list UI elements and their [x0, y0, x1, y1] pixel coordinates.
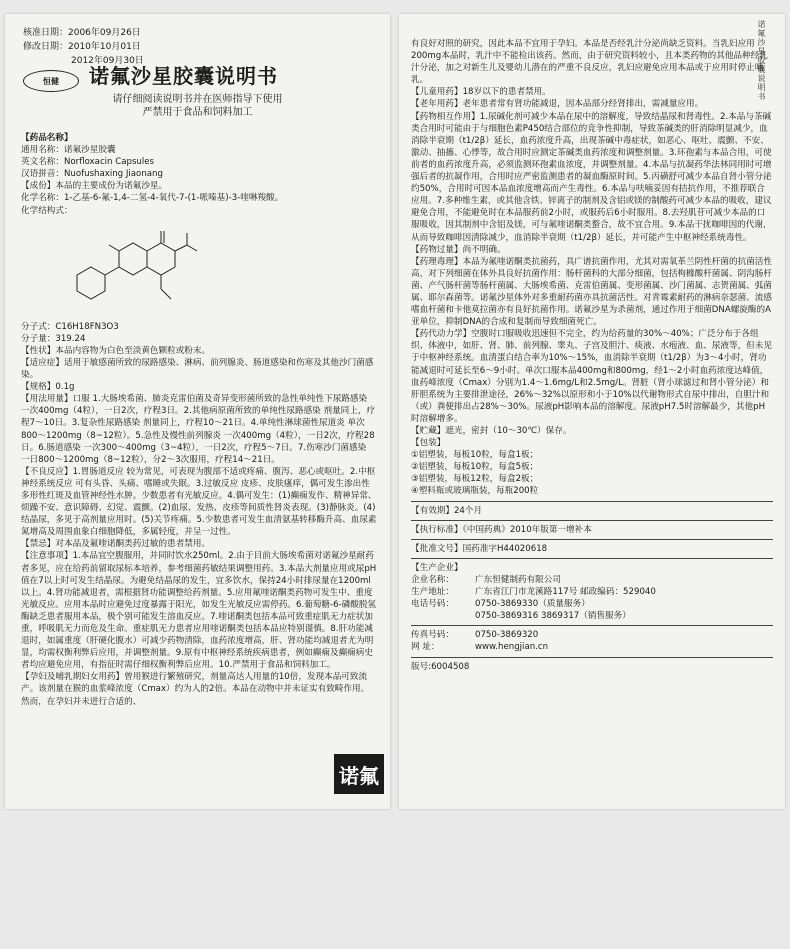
- english-name: 英文名称：Norfloxacin Capsules: [21, 157, 155, 168]
- chemical-structure: [41, 219, 201, 317]
- divider: [411, 520, 773, 521]
- molecular-weight: 分子量：319.24: [21, 333, 86, 344]
- structure-label: 化学结构式：: [21, 205, 73, 216]
- para-precautions: 【注意事项】1.本品宜空腹服用，并同时饮水250ml。2.由于目前大肠埃希菌对诺氟沙星耐药者多见，应在给药前留取尿标本培养，参考细菌药敏结果调整用药。3.本品大剂量应用或尿pH值在7以上时可发生结晶尿。为避免结晶尿的发生，宜多饮水，保持24小时排尿量在1200ml以上。4.肾功能减退者，需根据肾功能调整给药剂量。5.应用氟喹诺酮类药物可发生中、重度光敏反应。应用本品时应避免过度暴露于阳光，如发生光敏反应需停药。6.葡萄糖-6-磷酸脱氢酶缺乏患者服用本品，极个别可能发生溶血反应。7.喹诺酮类包括本品可致重症肌无力症状加重，呼吸肌无力而危及生命。重症肌无力患者应用喹诺酮类包括本品应特别谨慎。8.肝功能减退时，如属重度（肝硬化腹水）可减少药物清除，血药浓度增高，肝、肾功能均减退者尤为明显，均需权衡利弊后应用，并调整剂量。9.原有中枢神经系统疾病患者，例如癫痫及癫痫病史者均应避免应用，有指征时需仔细权衡利弊后应用。10.严禁用于食品和饲料加工。: [21, 551, 377, 671]
- para-indications: 【适应症】适用于敏感菌所致的尿路感染、淋病、前列腺炎、肠道感染和伤寒及其他沙门菌感染。: [21, 357, 374, 381]
- contact-row: [411, 598, 773, 610]
- stamp-box: 诺氟: [334, 754, 384, 794]
- para-storage: 【贮藏】遮光，密封（10～30℃）保存。: [411, 426, 572, 436]
- divider: [411, 657, 773, 658]
- subtitle-read: 请仔细阅读说明书并在医师指导下使用: [112, 94, 283, 105]
- subtitle-food: 严禁用于食品和饲料加工: [142, 107, 253, 118]
- validity: 【有效期】24个月: [411, 505, 483, 516]
- section-package: 【包装】: [411, 438, 446, 449]
- contact-row: [411, 629, 773, 641]
- contact-key: 传真号码：: [411, 630, 454, 641]
- stamp-area: [5, 754, 390, 804]
- section-drug-name: 【药品名称】: [21, 133, 73, 143]
- left-panel: [5, 14, 390, 809]
- para-pregnancy-cont: 有良好对照的研究，因此本品不宜用于孕妇。本品是否经乳汁分泌尚缺乏资料。当乳妇应用200mg本品时，乳汁中不能检出该药。然而，由于研究资料较小，且本类药物的其他品种经乳汁分泌，加之对新生儿及婴幼儿潜在的严重不良反应，乳妇应避免应用本品或于应用时停止哺乳。: [411, 39, 768, 86]
- para-elderly: 【老年用药】老年患者常有肾功能减退，因本品部分经肾排出，需减量应用。: [411, 99, 704, 110]
- para-adverse: 【不良反应】1.胃肠道反应 较为常见，可表现为腹部不适或疼痛、腹泻、恶心或呕吐。2.中枢神经系统反应 可有头昏、头痛、嗜睡或失眠。3.过敏反应 皮疹、皮肤瘙痒，偶可发生渗出性多形性红斑及血管神经性水肿。少数患者有光敏反应。4.偶可发生：(1)癫痫发作、精神异常、烦躁不安、意识障碍、幻觉、震颤。(2)血尿、发热、皮疹等间质性肾炎表现。(3)静脉炎。(4)结晶尿，多见于高剂量应用时。(5)关节疼痛。5.少数患者可发生血清氨基转移酶升高、血尿素氮增高及周围血象白细胞降低，多属轻度，并呈一过性。: [21, 466, 377, 538]
- para-spec: 【规格】0.1g: [21, 382, 75, 393]
- date-line: 2012年09月30日: [71, 56, 144, 66]
- para-children: 【儿童用药】18岁以下的患者禁用。: [411, 87, 551, 98]
- para-dosage: 【用法用量】口服 1.大肠埃希菌、肺炎克雷伯菌及奇异变形菌所致的急性单纯性下尿路感染 一次400mg（4粒），一日2次，疗程3日。2.其他病原菌所致的单纯性尿路感染 剂量同上，疗程7～10日。3.复杂性尿路感染 剂量同上，疗程10～21日。4.单纯性淋球菌性尿道炎 单次800～1200mg（8~12粒）。5.急性及慢性前列腺炎 一次400mg（4粒），一日2次，疗程28日。6.肠道感染 一次300～400mg（3~4粒），一日2次，疗程5～7日。7.伤寒沙门菌感染 一日800～1200mg（8~12粒），分2～3次服用，疗程14～21日。: [21, 394, 376, 465]
- contact-key: 生产地址：: [411, 587, 454, 598]
- contact-value: www.hengjian.cn: [475, 642, 549, 653]
- logo-text: 恒健: [43, 76, 59, 86]
- para-pregnancy: 【孕妇及哺乳期妇女用药】曾用猴进行繁殖研究，剂量高达人用量的10倍，发现本品可致流产。该剂量在猴的血浆峰浓度（Cmax）约为人的2倍。本品在动物中并未证实有致畸作用。然而，在孕妇并未进行合适的、: [21, 672, 370, 707]
- package-item: ③铝塑装，每板12粒，每盒2板；: [411, 474, 539, 485]
- divider: [411, 625, 773, 626]
- right-panel: [399, 14, 785, 809]
- para-contraindications: 【禁忌】对本品及氟喹诺酮类药过敏的患者禁用。: [21, 539, 211, 550]
- molecular-formula: 分子式：C16H18FN3O3: [21, 321, 119, 332]
- right-body: [411, 38, 773, 673]
- vertical-label: 诺氟沙星胶囊说明书: [757, 20, 766, 101]
- contact-value: 0750-3869330（质量服务）: [475, 599, 590, 610]
- document-title: 诺氟沙星胶囊说明书: [89, 64, 278, 88]
- para-pharmacology: 【药理毒理】本品为氟喹诺酮类抗菌药，具广谱抗菌作用，尤其对需氧革兰阴性杆菌的抗菌活性高，对下列细菌在体外具良好抗菌作用：肠杆菌科的大部分细菌，包括枸橼酸杆菌属、阴沟肠杆菌、产气肠杆菌等肠杆菌属、大肠埃希菌、克雷伯菌属、变形菌属、沙门菌属、志贺菌属、弧菌属、耶尔森菌等。诺氟沙星体外对多重耐药菌亦具抗菌活性。对青霉素耐药的淋病奈瑟菌、流感嗜血杆菌和卡他莫拉菌亦有良好抗菌作用。诺氟沙星为杀菌剂，通过作用于细菌DNA螺旋酶的A亚单位，抑制DNA的合成和复制而导致细菌死亡。: [411, 256, 772, 328]
- para-overdose: 【药物过量】尚不明确。: [411, 244, 506, 255]
- contact-row: [411, 641, 773, 653]
- section-manufacturer: 【生产企业】: [411, 562, 463, 573]
- date-line: 核准日期：2006年09月26日: [23, 28, 141, 38]
- package-item: ④塑料瓶或玻璃瓶装，每瓶200粒: [411, 486, 539, 497]
- chemical-name: 化学名称：1-乙基-6-氟-1,4-二氢-4-氧代-7-(1-哌嗪基)-3-喹啉羧酸。: [21, 193, 284, 204]
- date-line: 修改日期：2010年10月01日: [23, 42, 141, 52]
- contact-key: 网 址：: [411, 642, 440, 653]
- package-item: ②铝塑装，每板10粒，每盒5板；: [411, 462, 539, 473]
- para-interactions: 【药物相互作用】1.尿碱化剂可减少本品在尿中的溶解度，导致结晶尿和肾毒性。2.本品与茶碱类合用时可能由于与细胞色素P450结合部位的竞争性抑制，导致茶碱类的肝消除明显减少，血消除半衰期（t1/2β）延长，血药浓度升高，出现茶碱中毒症状，如恶心、呕吐、震颤、不安、激动、抽搐、心悸等，故合用时应测定茶碱类血药浓度和调整剂量。3.环孢素与本品合用，可使前者的血药浓度升高，必须监测环孢素血浓度，并调整剂量。4.本品与抗凝药华法林同用时可增强后者的抗凝作用，合用时应严密监测患者的凝血酶原时间。5.丙磺舒可减少本品自肾小管分泌约50%，合用时可因本品血浓度增高而产生毒性。6.本品与呋喃妥因有拮抗作用，不推荐联合应用。7.多种维生素，或其他含铁、锌离子的制剂及含铝或镁的制酸药可减少本品的吸收，建议避免合用，不能避免时在本品服药前2小时，或服药后6小时服用。8.去羟肌苷可减少本品的口服吸收，因其制剂中含铝及镁，可与氟喹诺酮类螯合，故不宜合用。9.本品干扰咖啡因的代谢，从而导致咖啡因清除减少，血消除半衰期（t1/2β）延长，并可能产生中枢神经系统毒性。: [411, 111, 772, 243]
- pinyin-name: 汉语拼音：Nuofushaxing Jiaonang: [21, 169, 163, 180]
- package-item: ①铝塑装，每板10粒，每盒1板；: [411, 450, 539, 461]
- contact-key: 企业名称：: [411, 574, 454, 585]
- para-properties: 【性状】本品内容物为白色至淡黄色颗粒或粉末。: [21, 345, 211, 356]
- generic-name: 通用名称：诺氟沙星胶囊: [21, 145, 116, 156]
- contact-row: [411, 574, 773, 586]
- approval-number: 【批准文号】国药准字H44020618: [411, 543, 548, 554]
- para-pharmacokinetics: 【药代动力学】空腹时口服吸收迅速但不完全，约为给药量的30%～40%；广泛分布于各组织、体液中，如肝、肾、肺、前列腺、睾丸、子宫及胆汁、痰液、水疱液、血、尿液等，但未见于中枢神经系统。血清蛋白结合率为10%～15%，血消除半衰期（t1/2β）为3～4小时，肾功能减退时可延长至6～9小时。单次口服本品400mg和800mg，经1～2小时血药浓度达峰值，血药峰浓度（Cmax）分别为1.4～1.6mg/L和2.5mg/L。肾脏（肾小球滤过和肾小管分泌）和肝胆系统为主要排泄途径，26%～32%以原形和小于10%以代谢物形式自尿中排出，自胆汁和（或）粪便排出占28%～30%。尿液pH影响本品的溶解度。尿液pH7.5时溶解最少，其他pH时溶解增多。: [411, 329, 772, 424]
- divider: [411, 501, 773, 502]
- divider: [411, 539, 773, 540]
- version-number: 版号:6004508: [411, 661, 470, 672]
- contact-key: [411, 610, 475, 622]
- ingredients: 【成份】本品的主要成份为诺氟沙星。: [21, 181, 168, 192]
- contact-row: [411, 586, 773, 598]
- contact-key: 电话号码：: [411, 599, 454, 610]
- left-body: [21, 132, 377, 708]
- contact-value: 广东省江门市龙溪路117号 邮政编码：529040: [475, 587, 656, 598]
- structure-diagram: [41, 219, 201, 317]
- company-logo: [23, 70, 79, 92]
- contact-value: 0750-3869316 3869317（销售服务）: [475, 611, 631, 622]
- contact-row: [411, 610, 773, 622]
- contact-value: 0750-3869320: [475, 630, 539, 641]
- standard: 【执行标准】《中国药典》2010年版第一增补本: [411, 524, 592, 535]
- divider: [411, 558, 773, 559]
- contact-value: 广东恒健制药有限公司: [475, 574, 561, 585]
